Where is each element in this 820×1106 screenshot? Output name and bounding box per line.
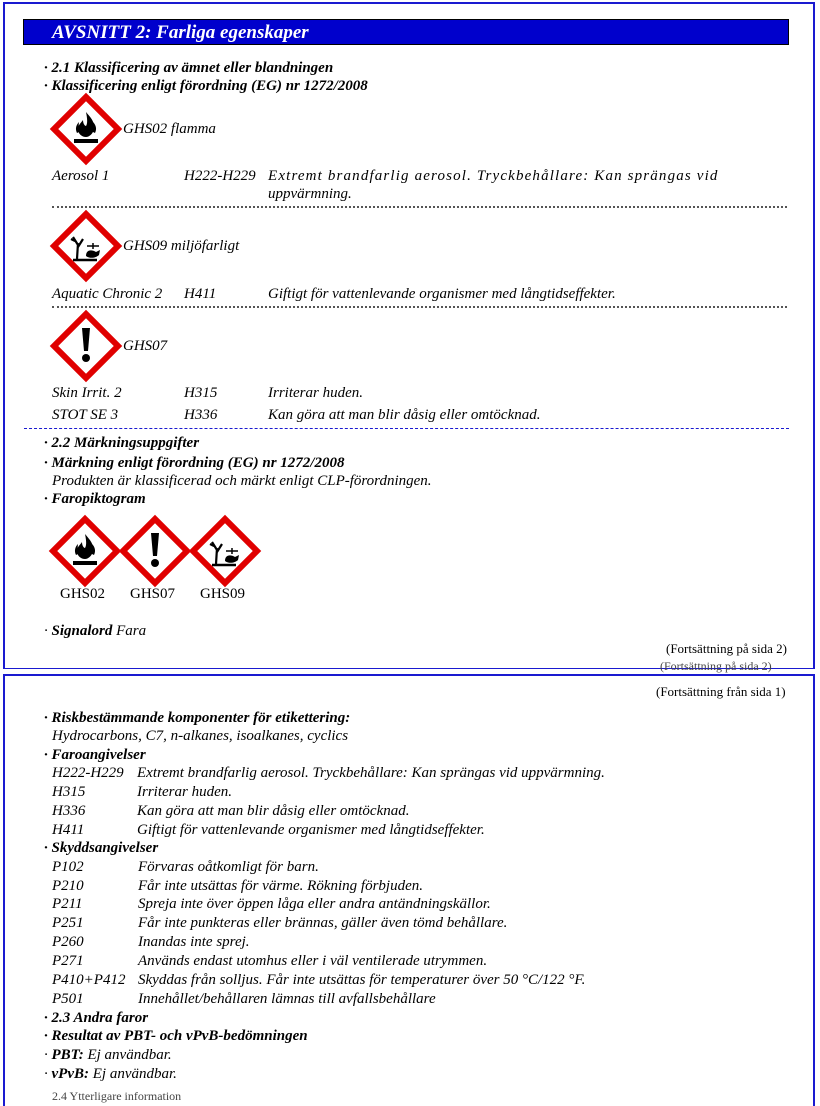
ghs07-exclamation-icon <box>53 313 119 379</box>
precaution-code: P260 <box>52 934 84 950</box>
precaution-heading: · Skyddsangivelser <box>44 840 159 856</box>
code-h315: H315 <box>184 385 218 401</box>
vpvb-result: · vPvB: Ej användbar. <box>44 1066 177 1082</box>
class-aerosol: Aerosol 1 <box>52 168 110 184</box>
hazard-code: H336 <box>52 803 86 819</box>
continued-next-page: (Fortsättning på sida 2) <box>666 641 787 656</box>
section-header <box>23 19 789 45</box>
pbt-heading: · Resultat av PBT- och vPvB-bedömningen <box>44 1028 308 1044</box>
risk-components: Hydrocarbons, C7, n-alkanes, isoalkanes, cyclics <box>52 728 349 744</box>
hazard-text: Giftigt för vattenlevande organismer med långtidseffekter. <box>137 822 485 838</box>
continued-from-page: (Fortsättning från sida 1) <box>656 684 786 699</box>
precaution-text: Används endast utomhus eller i väl ventilerade utrymmen. <box>138 953 488 969</box>
continued-next-page-cut: (Fortsättning på sida 2) <box>660 659 772 673</box>
text-h222: Extremt brandfarlig aerosol. Tryckbehållare: Kan sprängas vid <box>268 168 719 184</box>
text-h222-cont: uppvärmning. <box>268 186 352 202</box>
precaution-text: Får inte punkteras eller brännas, gäller även tömd behållare. <box>138 915 508 931</box>
clp-note: Produkten är klassificerad och märkt enligt CLP-förordningen. <box>52 473 432 489</box>
precaution-text: Inandas inte sprej. <box>138 934 250 950</box>
hazard-text: Extremt brandfarlig aerosol. Tryckbehållare: Kan sprängas vid uppvärmning. <box>137 765 605 781</box>
heading-2-3: · 2.3 Andra faror <box>44 1010 149 1026</box>
precaution-code: P410+P412 <box>52 972 126 988</box>
dotted-separator <box>52 306 787 308</box>
precaution-code: P102 <box>52 859 84 875</box>
heading-2-2: · 2.2 Märkningsuppgifter <box>44 435 200 451</box>
precaution-text: Får inte utsättas för värme. Rökning förbjuden. <box>138 878 423 894</box>
subheading-classification: · Klassificering enligt förordning (EG) nr 1272/2008 <box>44 78 368 94</box>
picto-caption-ghs02: GHS02 <box>60 586 106 602</box>
code-h411: H411 <box>184 286 217 302</box>
ghs02-flame-icon <box>53 96 119 162</box>
hazard-text: Irriterar huden. <box>137 784 232 800</box>
picto-label-ghs02: GHS02 flamma <box>123 121 216 137</box>
dashed-separator <box>24 428 789 429</box>
ghs09-environment-icon <box>53 213 119 279</box>
hazard-text: Kan göra att man blir dåsig eller omtöcknad. <box>137 803 410 819</box>
hazard-code: H411 <box>52 822 85 838</box>
class-skin-irrit: Skin Irrit. 2 <box>52 385 122 401</box>
hazard-code: H315 <box>52 784 86 800</box>
code-h222: H222-H229 <box>184 168 256 184</box>
risk-heading: · Riskbestämmande komponenter för etikettering: <box>44 710 351 726</box>
hazard-code: H222-H229 <box>52 765 124 781</box>
class-aquatic: Aquatic Chronic 2 <box>52 286 163 302</box>
precaution-code: P210 <box>52 878 84 894</box>
class-stot: STOT SE 3 <box>52 407 119 423</box>
precaution-code: P211 <box>52 896 83 912</box>
picto-caption-ghs09: GHS09 <box>200 586 246 602</box>
picto-label-ghs07: GHS07 <box>123 338 168 354</box>
precaution-code: P501 <box>52 991 84 1007</box>
ghs09-environment-icon <box>192 518 258 584</box>
dotted-separator <box>52 206 787 208</box>
picto-label-ghs09: GHS09 miljöfarligt <box>123 238 240 254</box>
precaution-text: Spreja inte över öppen låga eller andra antändningskällor. <box>138 896 491 912</box>
pbt-result: · PBT: Ej användbar. <box>44 1047 172 1063</box>
heading-2-1: · 2.1 Klassificering av ämnet eller blandningen <box>44 60 334 76</box>
text-h411: Giftigt för vattenlevande organismer med långtidseffekter. <box>268 286 616 302</box>
code-h336: H336 <box>184 407 218 423</box>
precaution-text: Förvaras oåtkomligt för barn. <box>138 859 319 875</box>
hazard-heading: · Faroangivelser <box>44 747 146 763</box>
precaution-text: Innehållet/behållaren lämnas till avfallsbehållare <box>138 991 436 1007</box>
ghs02-flame-icon <box>52 518 118 584</box>
text-h336: Kan göra att man blir dåsig eller omtöcknad. <box>268 407 541 423</box>
next-section-cut: 2.4 Ytterligare information <box>52 1089 182 1103</box>
subheading-labelling: · Märkning enligt förordning (EG) nr 1272/2008 <box>44 455 345 471</box>
section-title: AVSNITT 2: Farliga egenskaper <box>52 22 309 43</box>
ghs07-exclamation-icon <box>122 518 188 584</box>
text-h315: Irriterar huden. <box>268 385 363 401</box>
picto-caption-ghs07: GHS07 <box>130 586 176 602</box>
precaution-code: P251 <box>52 915 84 931</box>
precaution-code: P271 <box>52 953 84 969</box>
precaution-text: Skyddas från solljus. Får inte utsättas för temperaturer över 50 °C/122 °F. <box>138 972 586 988</box>
pictograms-heading: · Faropiktogram <box>44 491 146 507</box>
signal-word: · Signalord Fara <box>44 623 147 639</box>
